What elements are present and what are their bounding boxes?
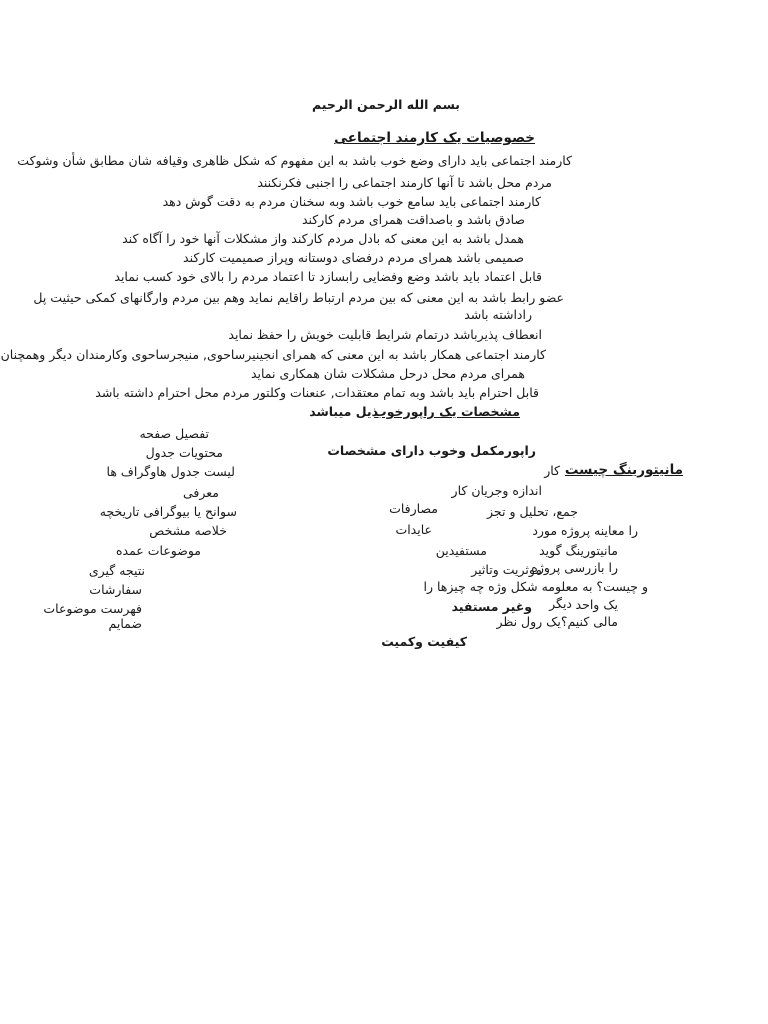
report-item: معرفی [182, 485, 219, 500]
section1-line: همدل باشد به این معنی که بادل مردم کارکند واز مشکلات آنها خود را آگاه کند [122, 231, 524, 246]
report-item: فهرست موضوعات [43, 601, 142, 616]
report-item: سوانح یا بیوگرافی تاریخچه [99, 504, 237, 519]
section2-heading-suffix: ذیل میباشد [309, 404, 378, 419]
report-intro: راپورمکمل وخوب دارای مشخصات [327, 443, 536, 458]
report-item: سفارشات [89, 582, 142, 597]
section1-line: انعطاف پذیرباشد درتمام شرایط قابلیت خویش را حفظ نماید [228, 327, 542, 342]
section1-line: صادق باشد و باصداقت همرای مردم کارکند [301, 212, 525, 227]
report-item: خلاصه مشخص [149, 523, 227, 538]
section3-line: مالی کنیم؟یک رول نظر [496, 614, 618, 629]
middle-item: موثریت وتاثیر [471, 562, 542, 577]
section1-line: قابل اعتماد باید باشد وضع وفضایی رابسازد تا اعتماد مردم را بالای خود کسب نماید [114, 269, 542, 284]
section1-line: مردم محل باشد تا آنها کارمند اجتماعی را اجنبی فکرنکنند [257, 175, 552, 190]
middle-item: مصارفات [389, 501, 438, 516]
middle-item: وغیر مستفید [451, 599, 532, 614]
report-item: موضوعات عمده [115, 543, 201, 558]
middle-item: عایدات [395, 522, 432, 537]
middle-item: مستفیدین [435, 543, 487, 558]
section3-line: مانیتورینگ گوید [539, 543, 618, 558]
section3-line: اندازه وجریان کار [451, 483, 542, 498]
section1-line: راداشته باشد [464, 307, 532, 322]
report-item: محتویات جدول [145, 445, 223, 460]
section1-line: کارمند اجتماعی باید سامع خوب باشد وبه سخنان مردم به دقت گوش دهد [162, 194, 541, 209]
section1-line: همرای مردم محل درحل مشکلات شان همکاری نماید [250, 366, 525, 381]
section3-heading-suffix: کار [544, 463, 560, 478]
section1-line: قابل احترام باید باشد وبه تمام معتقدات, عنعنات وکلتور مردم محل احترام داشته باشد [95, 385, 539, 400]
report-item: لیست جدول هاوگراف ها [106, 464, 235, 479]
section3-line: یک واحد [575, 597, 618, 612]
section2-heading: مشخصات یک راپورخوب [374, 404, 520, 419]
section3-line: جمع، تحلیل و تجز [487, 504, 578, 519]
section3-heading: مانیتورینگ چیست [564, 462, 683, 478]
report-item: تفصیل صفحه [139, 426, 209, 441]
report-item: نتیجه گیری [88, 563, 145, 578]
section1-line: صمیمی باشد همرای مردم درفضای دوستانه وپراز صمیمیت کارکند [183, 250, 524, 265]
section1-line: کارمند اجتماعی همکار باشد به این معنی که همرای انجینیرساحوی, منیجرساحوی وکارمندان دیگر وهمچنان [0, 347, 546, 362]
section1-line: کارمند اجتماعی باید دارای وضع خوب باشد به این مفهوم که شکل ظاهری وقیافه شان مطابق شأن وشوکت [17, 153, 572, 168]
section3-line: را معاینه پروژه مورد [532, 523, 638, 538]
section1-line: عضو رابط باشد به این معنی که بین مردم ارتباط راقایم نماید وهم بین مردم وارگانهای کمکی حیثیت پل [33, 290, 564, 305]
bismillah-heading: بسم الله الرحمن الرحیم [312, 97, 460, 112]
middle-item: دیگر [549, 596, 572, 611]
section3-line: را بازرسی پروژه [531, 560, 618, 575]
report-item: ضمایم [108, 616, 142, 631]
middle-item: کیفیت وکمیت [381, 634, 467, 649]
section3-line: و چیست؟ به معلومه شکل وژه چه چیزها را [423, 579, 648, 594]
section1-heading: خصوصیات یک کارمند اجتماعی [334, 130, 535, 146]
